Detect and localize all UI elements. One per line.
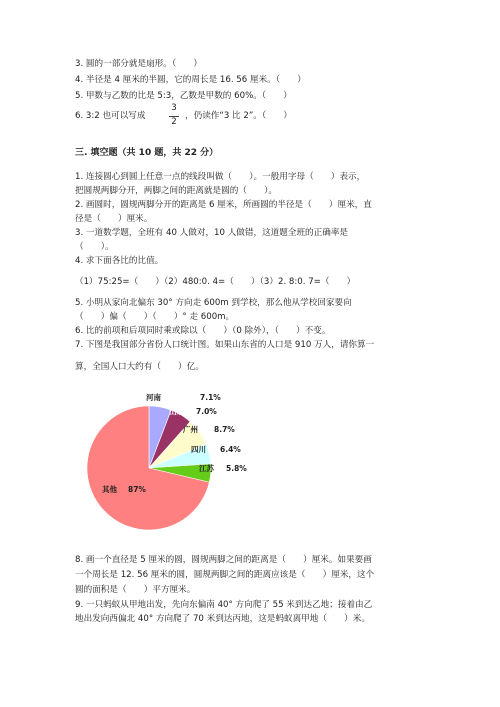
fill-line-12: 7. 下图是我国部分省份人口统计图。如果山东省的人口是 910 万人，请你算一	[75, 340, 375, 350]
fill-line-14: 8. 画一个直径是 5 厘米的圆，圆规两脚之间的距离是（ ）厘米。如果要画	[75, 555, 372, 565]
fraction-numerator: 3	[171, 103, 177, 113]
judge-item-6-text: 6. 3:2 也可以写成	[75, 111, 146, 121]
pie-label-2: 广州	[183, 425, 198, 434]
fill-line-10: （ ）偏（ ）（ ）° 走 600m。	[75, 312, 235, 322]
pie-label-0: 河南	[146, 393, 161, 402]
pie-label-5: 其他	[102, 485, 117, 494]
section-heading-fill-in: 三. 填空题（共 10 题，共 22 分）	[75, 148, 219, 158]
fill-line-16: 圆的面积是（ ）平方厘米。	[75, 585, 196, 595]
fill-line-6: （ ）。	[75, 242, 114, 252]
pie-label-3: 四川	[191, 445, 206, 454]
fill-line-13: 算，全国人口大约有（ ）亿。	[75, 362, 204, 372]
pie-value-label-3: 6.4%	[220, 445, 241, 454]
population-pie-chart	[80, 388, 300, 538]
fill-line-1: 1. 连接圆心到圆上任意一点的线段叫做（ ）。一般用字母（ ）表示，	[75, 172, 366, 182]
fill-line-3: 2. 画圆时，圆规两脚分开的距离是 6 厘米，所画圆的半径是（ ）厘米，直	[75, 200, 372, 210]
fill-line-5: 3. 一道数学题，全班有 40 人做对，10 人做错，这道题全班的正确率是	[75, 228, 349, 238]
judge-item-5: 5. 甲数与乙数的比是 5:3，乙数是甲数的 60%。（ ）	[75, 91, 292, 101]
pie-value-label-1: 7.0%	[196, 407, 217, 416]
pie-value-label-4: 5.8%	[226, 464, 247, 473]
fill-line-9: 5. 小明从家向北偏东 30° 方向走 600m 到学校，那么他从学校回家要向	[75, 298, 352, 308]
pie-value-label-0: 7.1%	[200, 393, 221, 402]
pie-value-label-5: 87%	[128, 485, 146, 494]
fill-line-17: 9. 一只蚂蚁从甲地出发，先向东偏南 40° 方向爬了 55 米到达乙地；接着由乙	[75, 600, 373, 610]
fill-line-8: （1）75:25=（ ）（2）480:0. 4=（ ）（3）2. 8:0. 7=（ ）	[75, 277, 356, 287]
fill-line-18: 地出发向西偏北 40° 方向爬了 70 米到达丙地，这是蚂蚁离甲地（ ）米。	[75, 614, 370, 624]
judge-item-6-tail: ，仍读作“3 比 2”。（ ）	[185, 111, 292, 121]
fill-line-11: 6. 比的前项和后项同时乘或除以（ ）（0 除外），（ ）不变。	[75, 326, 331, 336]
fill-line-7: 4. 求下面各比的比值。	[75, 256, 164, 266]
fraction-denominator: 2	[171, 117, 177, 127]
pie-value-label-2: 8.7%	[214, 425, 235, 434]
fill-line-4: 径是（ ）厘米。	[75, 214, 153, 224]
judge-item-4: 4. 半径是 4 厘米的半圆，它的周长是 16. 56 厘米。（ ）	[75, 75, 306, 85]
judge-item-6	[75, 110, 145, 122]
fill-line-2: 把圆规两脚分开，两脚之间的距离就是圆的（ ）。	[75, 186, 277, 196]
judge-item-3: 3. 圆的一部分就是扇形。（ ）	[75, 59, 202, 69]
pie-label-1: 山东	[169, 407, 184, 416]
fill-line-15: 一个周长是 12. 56 厘米的圆，圆规两脚之间的距离应该是（ ）厘米，这个	[75, 570, 375, 580]
pie-label-4: 江苏	[199, 464, 214, 473]
